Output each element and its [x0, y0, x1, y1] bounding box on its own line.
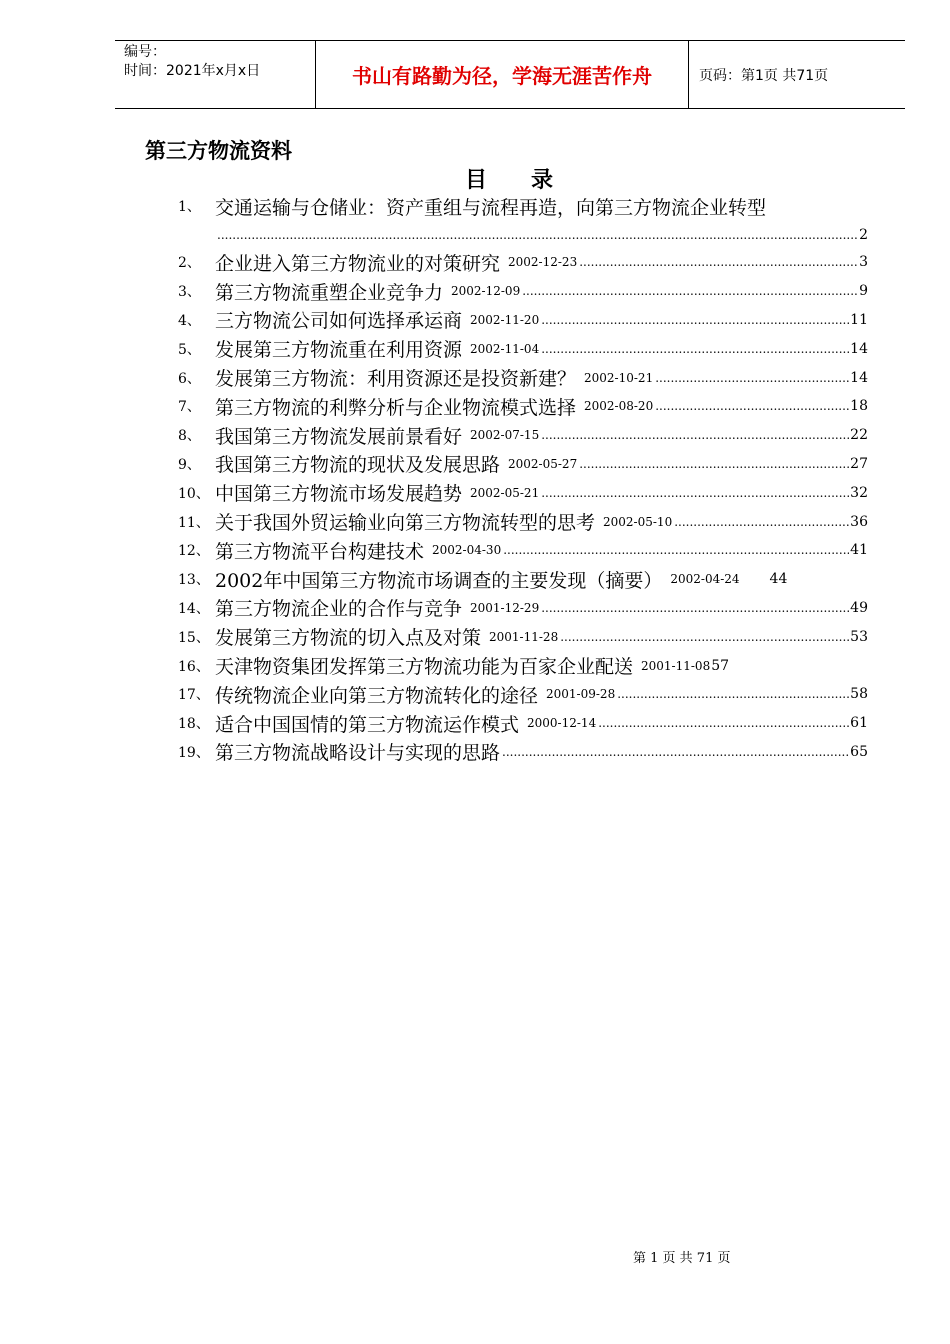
toc-item[interactable] — [178, 709, 868, 738]
toc-item[interactable] — [178, 680, 868, 709]
toc-leader — [541, 313, 849, 327]
toc-date: 2002-12-09 — [451, 284, 521, 299]
toc-number: 3、 — [178, 284, 201, 301]
toc-item[interactable] — [178, 334, 868, 363]
toc-leader — [579, 255, 858, 269]
toc-number: 12、 — [178, 543, 210, 560]
page-footer: 第 1 页 共 71 页 — [633, 1251, 731, 1266]
toc-page: 53 — [850, 628, 868, 645]
header-info-cell — [115, 41, 316, 108]
toc-number: 14、 — [178, 600, 210, 617]
page-header — [115, 40, 905, 109]
toc-title: 2002年中国第三方物流市场调查的主要发现（摘要） — [215, 569, 663, 592]
toc-item[interactable] — [178, 478, 868, 507]
toc-leader — [541, 342, 849, 356]
toc-page: 41 — [850, 542, 868, 559]
toc-item[interactable] — [178, 421, 868, 450]
toc-date: 2002-05-21 — [470, 485, 540, 500]
toc-number: 6、 — [178, 370, 201, 387]
toc-page: 58 — [850, 686, 868, 703]
toc-leader — [522, 284, 858, 298]
toc-date: 2002-04-24 — [670, 572, 740, 587]
table-of-contents — [178, 190, 868, 766]
toc-item[interactable] — [178, 622, 868, 651]
toc-number: 9、 — [178, 456, 201, 473]
toc-title: 第三方物流的利弊分析与企业物流模式选择 — [215, 396, 577, 419]
toc-item-continuation[interactable] — [178, 222, 868, 248]
toc-number: 10、 — [178, 485, 210, 502]
toc-page: 65 — [850, 743, 868, 760]
serial-label: 编号： — [124, 44, 166, 60]
toc-page: 49 — [850, 599, 868, 616]
toc-date: 2000-12-14 — [527, 716, 597, 731]
toc-item[interactable] — [178, 738, 868, 767]
toc-number: 5、 — [178, 341, 201, 358]
toc-page: 32 — [850, 484, 868, 501]
toc-page: 61 — [850, 715, 868, 732]
toc-title: 关于我国外贸运输业向第三方物流转型的思考 — [215, 512, 596, 535]
toc-item[interactable] — [178, 651, 868, 680]
toc-title: 第三方物流企业的合作与竞争 — [215, 598, 463, 621]
toc-number: 16、 — [178, 658, 210, 675]
toc-item[interactable] — [178, 594, 868, 623]
toc-title: 交通运输与仓储业：资产重组与流程再造，向第三方物流企业转型 — [215, 196, 767, 219]
toc-title: 我国第三方物流的现状及发展思路 — [215, 454, 501, 477]
toc-date: 2001-12-29 — [470, 600, 540, 615]
toc-date: 2002-11-04 — [470, 341, 540, 356]
toc-leader — [541, 428, 849, 442]
toc-page: 44 — [769, 571, 788, 588]
toc-item[interactable] — [178, 363, 868, 392]
toc-title: 发展第三方物流重在利用资源 — [215, 339, 463, 362]
toc-page: 57 — [711, 657, 730, 674]
toc-title: 第三方物流平台构建技术 — [215, 540, 425, 563]
toc-number: 1、 — [178, 199, 201, 215]
toc-item[interactable] — [178, 536, 868, 565]
toc-date: 2001-11-28 — [489, 629, 559, 644]
toc-leader — [617, 687, 849, 701]
toc-number: 15、 — [178, 629, 210, 646]
toc-item[interactable] — [178, 190, 868, 222]
toc-date: 2002-11-20 — [470, 312, 540, 327]
toc-leader — [579, 457, 849, 471]
toc-page: 11 — [850, 311, 868, 328]
toc-item[interactable] — [178, 450, 868, 479]
toc-number: 2、 — [178, 255, 201, 272]
toc-title: 发展第三方物流：利用资源还是投资新建？ — [215, 368, 577, 391]
toc-title: 三方物流公司如何选择承运商 — [215, 310, 463, 333]
toc-page: 27 — [850, 455, 868, 472]
toc-leader — [503, 543, 849, 557]
toc-number: 17、 — [178, 687, 210, 704]
toc-date: 2002-08-20 — [584, 399, 654, 414]
toc-leader — [560, 630, 849, 644]
toc-number: 13、 — [178, 572, 210, 589]
toc-item[interactable] — [178, 306, 868, 335]
toc-number: 8、 — [178, 428, 201, 445]
toc-number: 18、 — [178, 716, 210, 733]
toc-leader — [541, 601, 849, 615]
toc-title: 我国第三方物流发展前景看好 — [215, 425, 463, 448]
toc-date: 2002-05-27 — [508, 456, 578, 471]
toc-title: 适合中国国情的第三方物流运作模式 — [215, 713, 520, 736]
toc-item[interactable] — [178, 392, 868, 421]
toc-leader — [674, 515, 849, 529]
toc-date: 2002-10-21 — [584, 370, 654, 385]
toc-heading: 目录 — [465, 168, 598, 193]
toc-title: 企业进入第三方物流业的对策研究 — [215, 252, 501, 275]
toc-date: 2001-09-28 — [546, 687, 616, 702]
toc-item[interactable] — [178, 277, 868, 306]
toc-date: 2002-12-23 — [508, 255, 578, 270]
toc-page: 3 — [859, 254, 868, 271]
header-motto: 书山有路勤为径，学海无涯苦作舟 — [316, 41, 689, 108]
toc-title: 发展第三方物流的切入点及对策 — [215, 627, 482, 650]
toc-title: 第三方物流战略设计与实现的思路 — [215, 742, 501, 765]
toc-title: 第三方物流重塑企业竞争力 — [215, 281, 444, 304]
toc-date: 2002-04-30 — [432, 543, 502, 558]
toc-title: 中国第三方物流市场发展趋势 — [215, 483, 463, 506]
toc-date: 2002-07-15 — [470, 428, 540, 443]
toc-page: 36 — [850, 513, 868, 530]
toc-page: 2 — [859, 227, 868, 243]
time-label: 时间：2021年x月x日 — [124, 63, 261, 79]
toc-page: 9 — [859, 283, 868, 300]
toc-page: 14 — [850, 369, 868, 386]
toc-number: 7、 — [178, 399, 201, 416]
toc-leader — [541, 486, 849, 500]
toc-leader — [502, 745, 849, 759]
toc-leader — [655, 399, 849, 413]
toc-page: 18 — [850, 398, 868, 415]
toc-item[interactable] — [178, 565, 868, 594]
toc-leader — [655, 371, 849, 385]
toc-title: 天津物资集团发挥第三方物流功能为百家企业配送 — [215, 656, 634, 679]
toc-leader — [217, 228, 858, 242]
toc-title: 传统物流企业向第三方物流转化的途径 — [215, 684, 539, 707]
toc-date: 2002-05-10 — [603, 514, 673, 529]
toc-date: 2001-11-08 — [641, 658, 711, 673]
header-page-info: 页码：第1页 共71页 — [699, 67, 829, 84]
toc-number: 19、 — [178, 744, 210, 761]
toc-page: 14 — [850, 340, 868, 357]
toc-number: 11、 — [178, 514, 210, 531]
toc-item[interactable] — [178, 248, 868, 277]
toc-item[interactable] — [178, 507, 868, 536]
toc-number: 4、 — [178, 312, 201, 329]
toc-page: 22 — [850, 427, 868, 444]
document-title: 第三方物流资料 — [145, 139, 292, 163]
toc-leader — [598, 716, 849, 730]
